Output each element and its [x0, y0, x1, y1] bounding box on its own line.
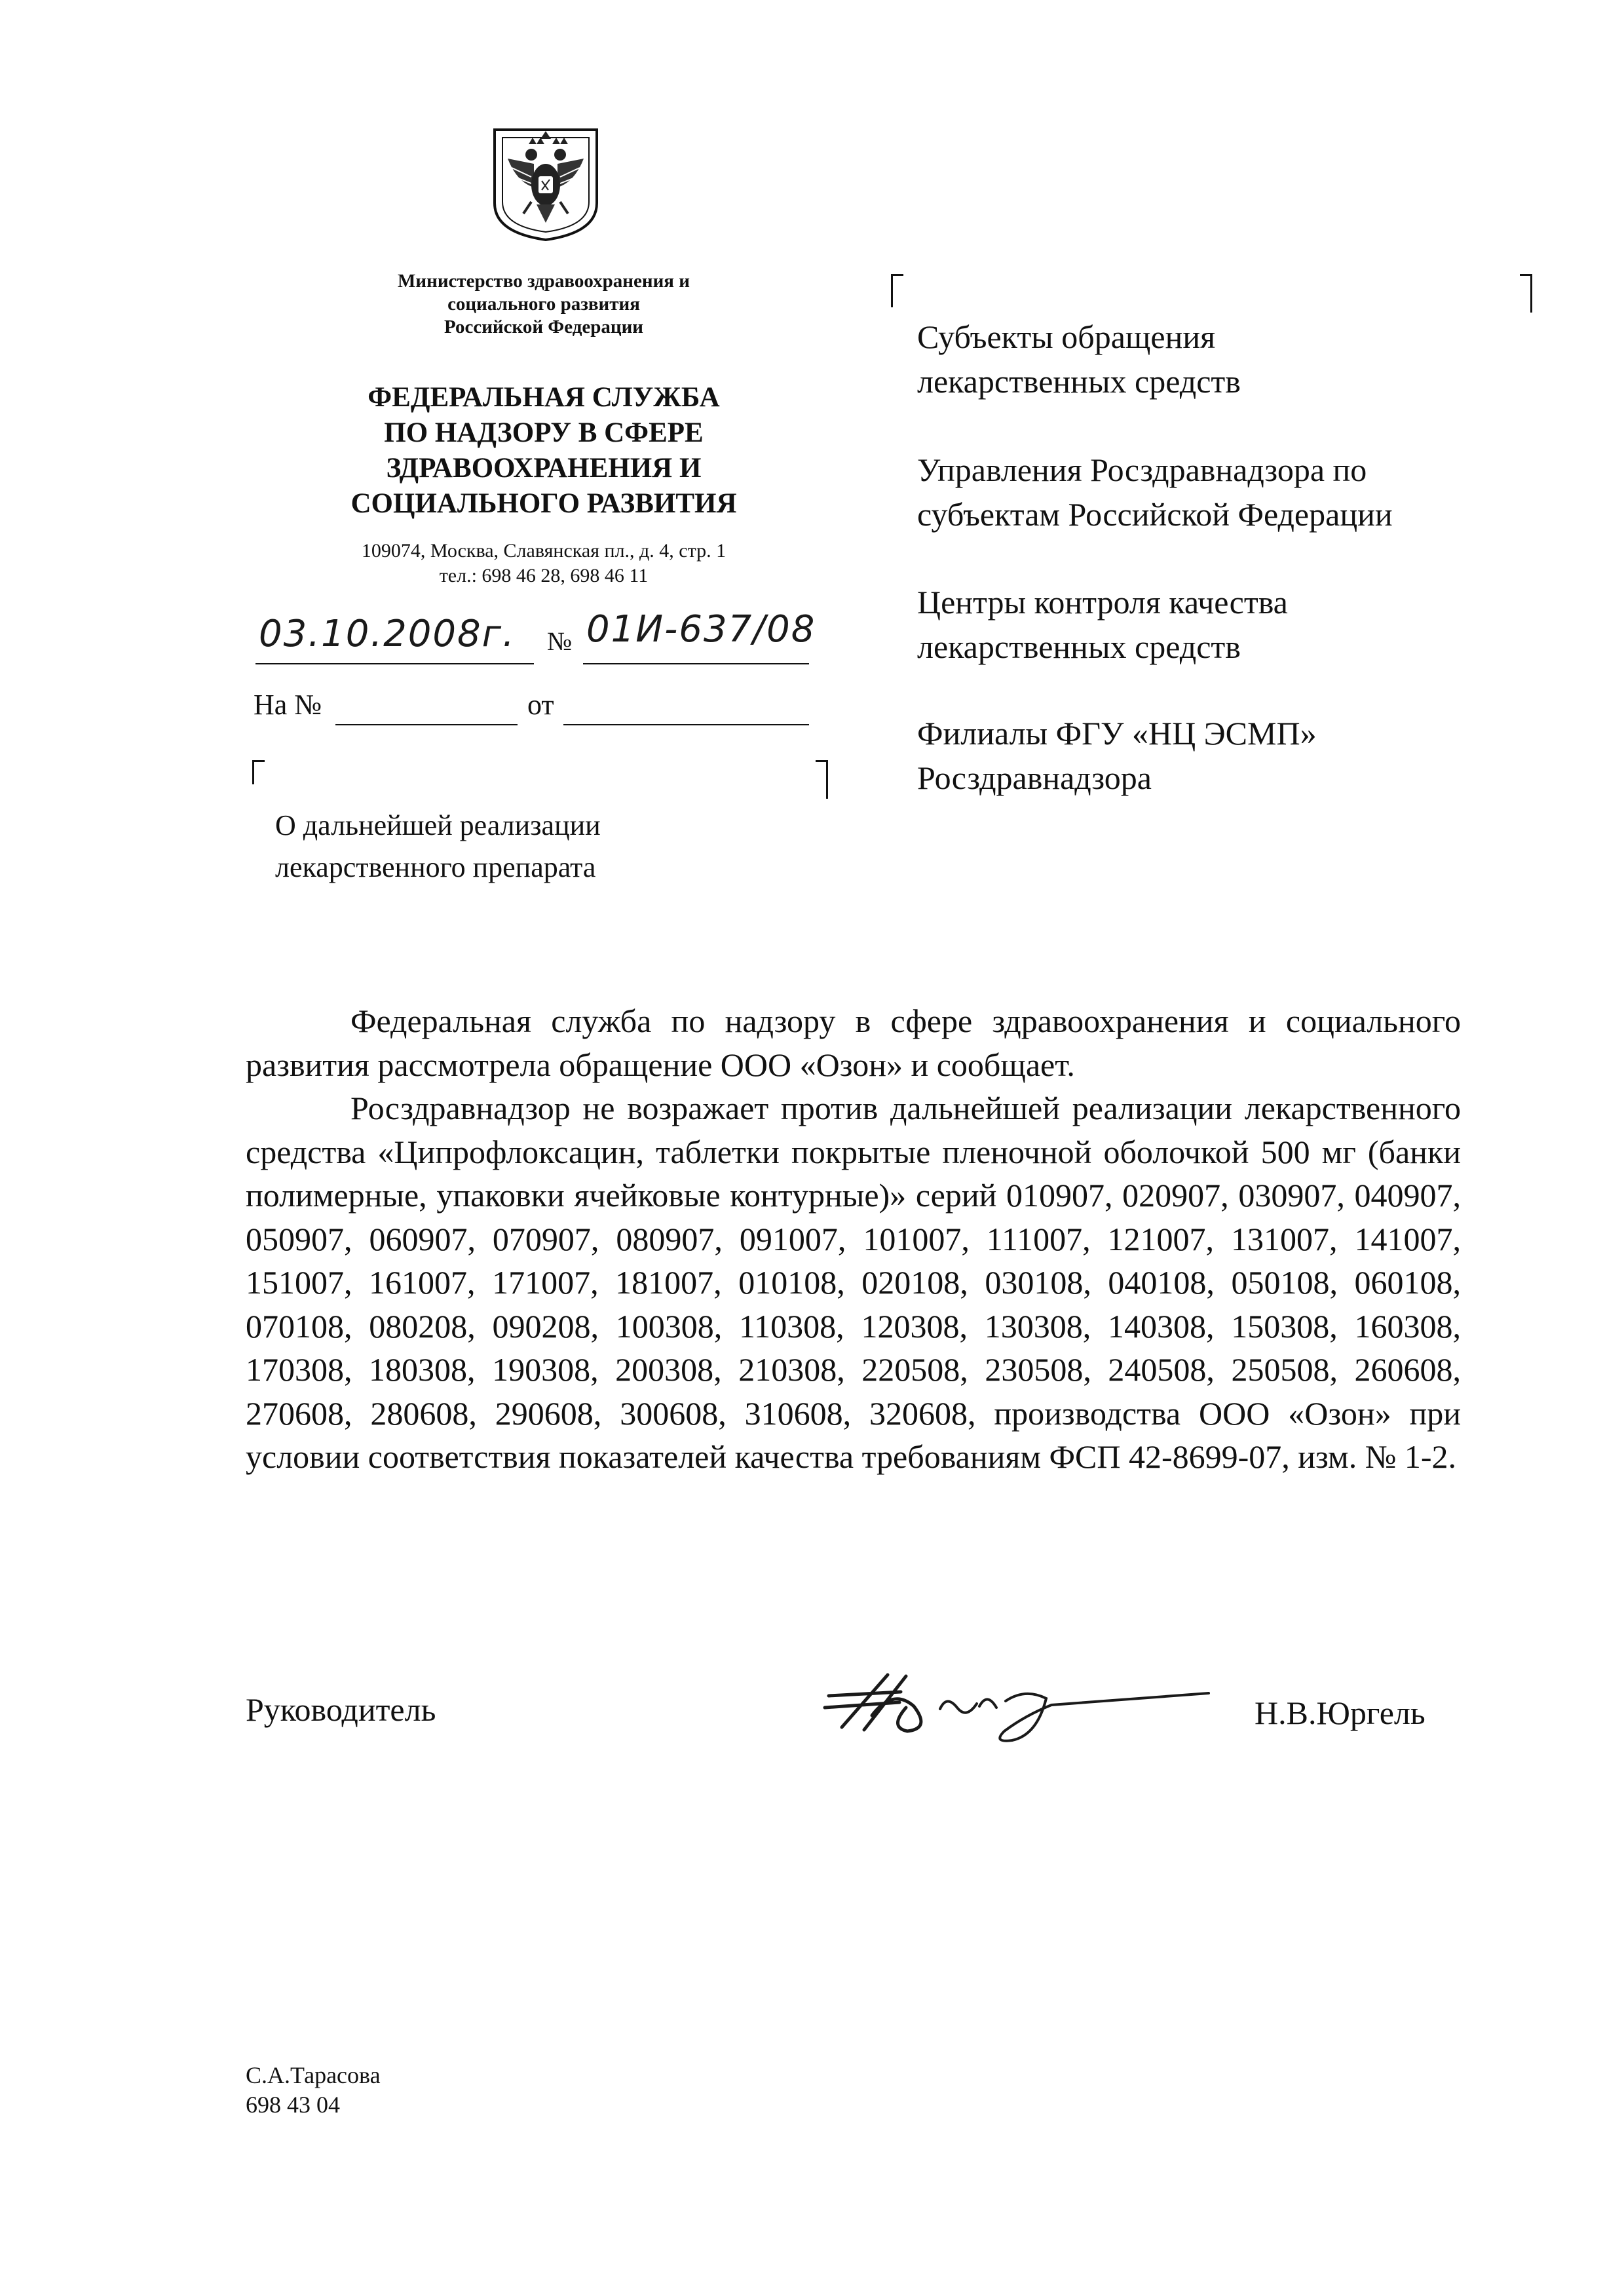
signatory-position: Руководитель: [246, 1691, 436, 1728]
subject-bracket-right: [816, 760, 828, 799]
addressee-regional-offices: Управления Росздравнадзора по субъектам Российской Федерации: [917, 451, 1393, 533]
addressee-bracket-right: [1520, 274, 1532, 313]
number-underline: [583, 663, 809, 664]
addressee-branches: Филиалы ФГУ «НЦ ЭСМП» Росздравнадзора: [917, 715, 1317, 796]
signatory-name: Н.В.Юргель: [1255, 1694, 1426, 1731]
outgoing-number-label: №: [547, 626, 573, 656]
addressee-drug-subjects: Субъекты обращения лекарственных средств: [917, 318, 1241, 400]
executor-info: [246, 2061, 381, 2120]
reference-date-blank: [563, 724, 809, 725]
addressee-quality-centers: Центры контроля качества лекарственных средств: [917, 584, 1288, 665]
outgoing-number: 01И-637/08: [586, 608, 816, 651]
body-paragraph-1: Федеральная служба по надзору в сфере здравоохранения и социального развития рассмотрела обращение ООО «Озон» и сообщает.: [246, 1003, 1461, 1083]
executor-name: С.А.Тарасова: [246, 2062, 381, 2088]
reference-number-label: На №: [254, 689, 322, 721]
executor-phone: 698 43 04: [246, 2092, 340, 2118]
service-name: ФЕДЕРАЛЬНАЯ СЛУЖБА ПО НАДЗОРУ В СФЕРЕ ЗДРАВООХРАНЕНИЯ И СОЦИАЛЬНОГО РАЗВИТИЯ: [350, 382, 737, 519]
letter-subject: О дальнейшей реализации лекарственного препарата: [275, 809, 601, 883]
outgoing-date: 03.10.2008г.: [259, 613, 516, 655]
reference-from-label: от: [527, 689, 554, 721]
reference-number-blank: [335, 724, 518, 725]
handwritten-signature-icon: [816, 1670, 1222, 1748]
date-underline: [255, 663, 534, 664]
ministry-name: Министерство здравоохранения и социального развития Российской Федерации: [398, 271, 690, 337]
addressee-bracket-left: [891, 274, 903, 307]
letter-body: [246, 999, 1461, 1479]
service-address: 109074, Москва, Славянская пл., д. 4, стр. 1 тел.: 698 46 28, 698 46 11: [361, 540, 727, 586]
subject-bracket-left: [252, 760, 265, 784]
body-paragraph-2: Росздравнадзор не возражает против дальнейшей реализации лекарственного средства «Ципрофлоксацин, таблетки покрытые пленочной оболочкой 500 мг (банки полимерные, упаковки ячейковые контурные)» серий 010907, 020907, 030907, 040907, 050907, 060907, 070907, 080907, 091007, 101007, 111007, 121007, 131007, 141007, 151007, 161007, 171007, 181007, 010108, 020108, 030108, 040108, 050108, 060108, 070108, 080208, 090208, 100308, 110308, 120308, 130308, 140308, 150308, 160308, 170308, 180308, 190308, 200308, 210308, 220508, 230508, 240508, 250508, 260608, 270608, 280608, 290608, 300608, 310608, 320608, производства ООО «Озон» при условии соответствия показателей качества требованиям ФСП 42-8699-07, изм. № 1-2.: [246, 1090, 1461, 1475]
coat-of-arms-emblem-icon: [488, 124, 603, 242]
